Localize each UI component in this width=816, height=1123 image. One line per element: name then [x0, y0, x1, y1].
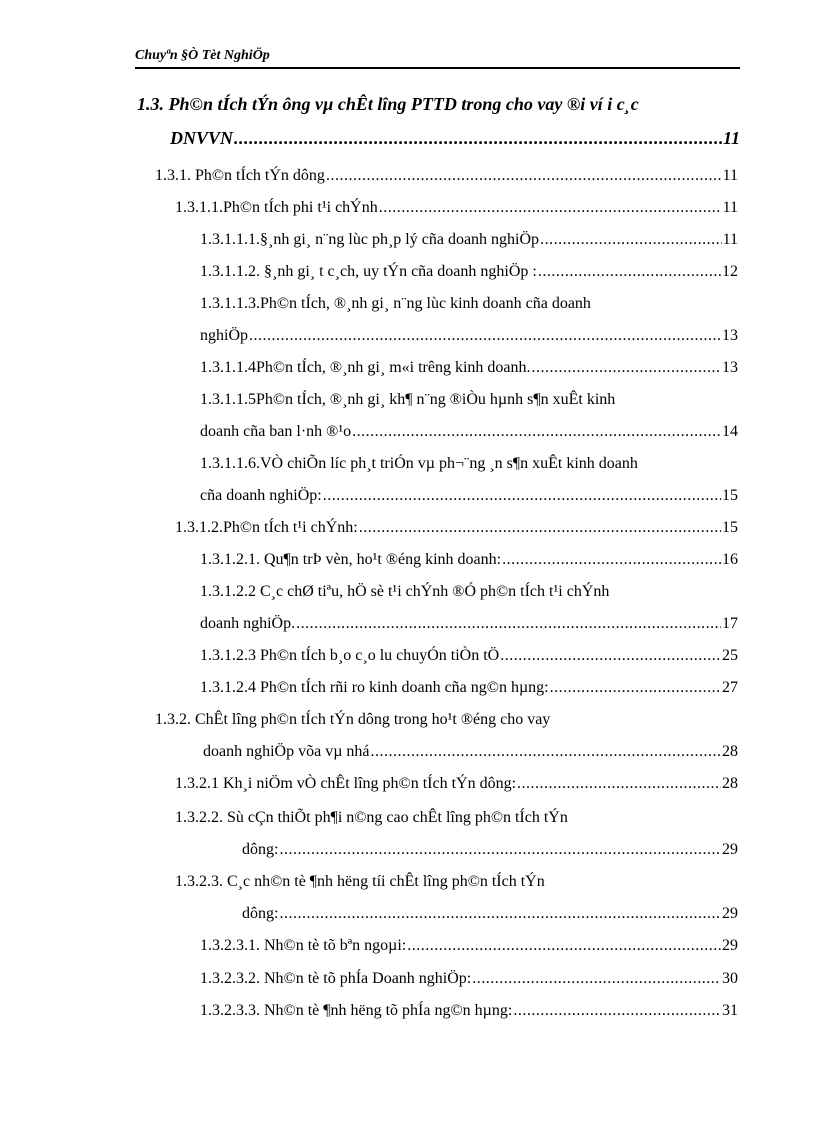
toc-entry-title: 1.3.1.2.3 Ph©n tÍch b¸o c¸o lu chuyÓn tiÒn tÖ: [200, 647, 500, 664]
toc-entry-page: 28: [722, 775, 738, 792]
toc-entry-page: 14: [722, 423, 738, 440]
toc-entry-page: 13: [722, 327, 738, 344]
toc-leader: [517, 772, 721, 796]
toc-entry[interactable]: [155, 164, 738, 188]
toc-entry-page: 17: [722, 615, 738, 632]
toc-entry-title: 1.3.1.2.1. Qu¶n trÞ vèn, ho¹t ®éng kinh doanh:: [200, 551, 502, 568]
toc-entry-page: 29: [722, 841, 738, 858]
toc-entry-page: 11: [722, 231, 738, 248]
toc-entry-page: 15: [722, 487, 738, 504]
toc-entry[interactable]: [203, 740, 738, 764]
toc-entry[interactable]: [175, 196, 738, 220]
toc-entry-title: nghiÖp: [200, 327, 248, 344]
toc-entry-title: 1.3.1.1.4Ph©n tÍch, ®¸nh gi¸ m«i trêng kinh doanh.: [200, 359, 531, 376]
toc-entry-title: 1.3.2.3.2. Nh©n tè tõ phÍa Doanh nghiÖp:: [200, 970, 472, 987]
toc-entry[interactable]: [200, 967, 738, 991]
toc-entry-title: 1.3.1.2.Ph©n tÍch t¹i chÝnh:: [175, 519, 358, 536]
toc-entry[interactable]: [200, 644, 738, 668]
toc-entry[interactable]: [200, 228, 738, 252]
toc-entry[interactable]: [200, 324, 738, 348]
toc-entry[interactable]: [175, 772, 738, 796]
toc-entry[interactable]: [200, 612, 738, 636]
toc-entry-title-line: 1.3.1.1.6.VÒ chiÕn líc ph¸t triÓn vµ ph¬¨ng ¸n s¶n xuÊt kinh doanh: [200, 455, 638, 472]
toc-entry[interactable]: [200, 484, 738, 508]
toc-entry-page: 11: [722, 199, 738, 216]
toc-entry-title: doanh nghiÖp võa vµ nhá: [203, 743, 370, 760]
toc-leader: [538, 260, 721, 284]
toc-entry-title: 1.3.1.2.4 Ph©n tÍch rñi ro kinh doanh cña ng©n hµng:: [200, 679, 549, 696]
toc-entry-title: 1.3.1. Ph©n tÍch tÝn dông: [155, 167, 325, 184]
toc-entry[interactable]: [242, 838, 738, 862]
toc-leader: [502, 548, 721, 572]
toc-leader: [540, 228, 722, 252]
toc-leader: [279, 902, 721, 926]
toc-entry-page: 30: [722, 970, 738, 987]
toc-entry-title: 1.3.2.3.1. Nh©n tè tõ bªn ngoµi:: [200, 937, 407, 954]
toc-leader: [513, 999, 721, 1023]
toc-leader: [326, 164, 722, 188]
toc-entry-title: DNVVN: [170, 128, 234, 148]
toc-entry[interactable]: [200, 356, 738, 380]
toc-leader: [352, 420, 721, 444]
toc-entry-page: 29: [722, 905, 738, 922]
toc-entry-page: 12: [722, 263, 738, 280]
toc-entry-title-line: 1.3.2.2. Sù cÇn thiÕt ph¶i n©ng cao chÊt lîng ph©n tÍch tÝn: [175, 809, 568, 826]
toc-entry[interactable]: [242, 902, 738, 926]
toc-entry-page: 11: [722, 128, 740, 148]
toc-entry[interactable]: [200, 676, 738, 700]
toc-entry-title: doanh cña ban l·nh ®¹o: [200, 423, 352, 440]
toc-entry-title: 1.3.1.1.1.§¸nh gi¸ n¨ng lùc ph¸p lý cña doanh nghiÖp: [200, 231, 540, 248]
toc-entry-title-line: 1.3.2. ChÊt lîng ph©n tÍch tÝn dông trong ho¹t ®éng cho vay: [155, 711, 551, 728]
toc-entry[interactable]: [200, 548, 738, 572]
toc-entry-page: 13: [722, 359, 738, 376]
toc-leader: [249, 324, 721, 348]
toc-leader: [379, 196, 722, 220]
toc-entry-page: 15: [722, 519, 738, 536]
toc-entry-title: 1.3.1.1.Ph©n tÍch phi t¹i chÝnh: [175, 199, 378, 216]
toc-entry-page: 31: [722, 1002, 738, 1019]
toc-leader: [359, 516, 721, 540]
toc-entry-page: 28: [722, 743, 738, 760]
toc-leader: [323, 484, 721, 508]
toc-entry[interactable]: [200, 934, 738, 958]
toc-entry-title-line: 1.3.2.3. C¸c nh©n tè ¶nh hëng tíi chÊt lîng ph©n tÍch tÝn: [175, 873, 545, 890]
toc-leader: [532, 356, 722, 380]
running-header: Chuyªn §Ò Tèt NghiÖp: [135, 48, 270, 63]
toc-entry-title-line: 1.3.1.2.2 C¸c chØ tiªu, hÖ sè t¹i chÝnh ®Ó ph©n tÍch t¹i chÝnh: [200, 583, 610, 600]
toc-heading-line: 1.3. Ph©n tÍch tÝn ông vµ chÊt lîng PTTD trong cho vay ®i ví i c¸c: [137, 94, 639, 114]
toc-entry-title: 1.3.1.1.2. §¸nh gi¸ t c¸ch, uy tÝn cña doanh nghiÖp :: [200, 263, 537, 280]
toc-leader: [296, 612, 721, 636]
toc-leader: [472, 967, 721, 991]
toc-entry[interactable]: [175, 516, 738, 540]
toc-entry-title: cña doanh nghiÖp:: [200, 487, 322, 504]
toc-entry-title: doanh nghiÖp.: [200, 615, 296, 632]
toc-leader: [500, 644, 721, 668]
toc-entry-title: 1.3.2.1 Kh¸i niÖm vÒ chÊt lîng ph©n tÍch tÝn dông:: [175, 775, 517, 792]
toc-entry-page: 25: [722, 647, 738, 664]
toc-leader: [279, 838, 721, 862]
toc-entry[interactable]: [200, 420, 738, 444]
toc-leader: [371, 740, 721, 764]
toc-entry-page: 29: [722, 937, 738, 954]
toc-entry-page: 16: [722, 551, 738, 568]
toc-entry[interactable]: [170, 126, 740, 150]
toc-entry-title-line: 1.3.1.1.5Ph©n tÍch, ®¸nh gi¸ kh¶ n¨ng ®iÒu hµnh s¶n xuÊt kinh: [200, 391, 616, 408]
toc-entry-title: dông:: [242, 841, 279, 858]
toc-entry[interactable]: [200, 260, 738, 284]
toc-leader: [407, 934, 721, 958]
toc-entry-title-line: 1.3.1.1.3.Ph©n tÍch, ®¸nh gi¸ n¨ng lùc kinh doanh cña doanh: [200, 295, 591, 312]
toc-entry-page: 11: [722, 167, 738, 184]
header-rule: [135, 67, 740, 69]
toc-entry-title: dông:: [242, 905, 279, 922]
toc-leader: [234, 126, 722, 150]
toc-entry-page: 27: [722, 679, 738, 696]
toc-entry-title: 1.3.2.3.3. Nh©n tè ¶nh hëng tõ phÍa ng©n hµng:: [200, 1002, 513, 1019]
toc-leader: [550, 676, 721, 700]
toc-entry[interactable]: [200, 999, 738, 1023]
